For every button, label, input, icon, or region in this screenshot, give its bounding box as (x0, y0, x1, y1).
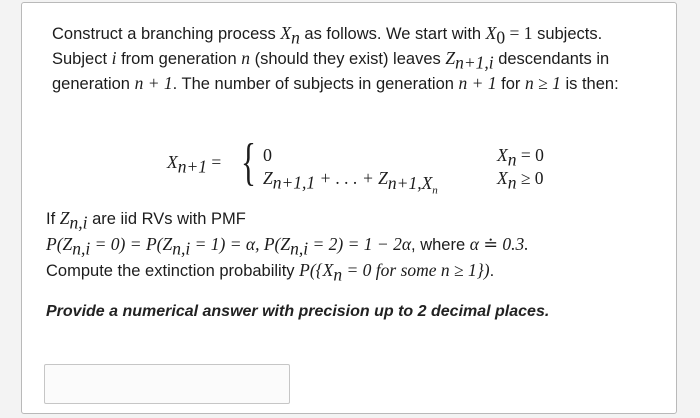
intro-text: is then: (560, 75, 619, 93)
condition-value: ≥ 0 (516, 168, 544, 188)
intro-text: Subject (52, 50, 112, 68)
math-z: Z (59, 208, 70, 228)
compute-text: . (489, 262, 495, 280)
intro-text: . The number of subjects in generation (172, 75, 459, 93)
intro-text: as follows. We start with (299, 25, 486, 43)
math-n-plus-1: n + 1 (458, 73, 497, 93)
recurrence-equation: $X_{n+1}$ = { 0 $Z_{n+1,1}$ + . . . + $Z_{n+1,X_n}$ $X_n = 0$ $X_n \ge 0$ (167, 134, 544, 197)
question-intro: Construct a branching process $X_n$ as follows. We start with $X_0 = 1$ subjects. Subject i from generation n (should they exist) leaves $Z_{n+1,i}$ descendants in generation n + 1. The number of subjects in generation n + 1 for n ≥ 1 is then: (52, 23, 619, 93)
pmf-expr: = 1) = α, P(Z (190, 234, 291, 254)
intro-text: descendants in generation (52, 50, 610, 93)
intro-text: from generation (116, 50, 242, 68)
iid-text: If (46, 210, 60, 228)
iid-text: are iid RVs with PMF (87, 210, 246, 228)
intro-text: (should they exist) leaves (249, 50, 446, 68)
case-2-value: Z (263, 168, 273, 188)
intro-text: subjects. (532, 25, 603, 43)
extinction-expr: P({X (299, 260, 334, 280)
math-x0: X (485, 23, 497, 43)
pmf-expr: = 0) = P(Z (90, 234, 173, 254)
case-2-condition: X (497, 168, 508, 188)
alpha-value: α ≐ 0.3. (469, 234, 529, 254)
pmf-block: If $Z_{n,i}$ are iid RVs with PMF $P(Z_{n,i} = 0) = P(Z_{n,i} = 1) = \alpha$, $P(Z_{n,i} = 2) = 1 - 2\alpha$, where α ≐ 0.3. Compute the extinction probability $P(\{X_n = 0$ for some n ≥ 1}). (46, 208, 529, 285)
pmf-expr: P(Z (46, 234, 73, 254)
math-z: Z (445, 48, 456, 68)
eq-lhs: X (167, 152, 178, 172)
extinction-expr: = 0 for some n ≥ 1}) (342, 260, 490, 280)
case-1-value: 0 (263, 145, 272, 165)
pmf-expr: = 2) = 1 − 2α (308, 234, 412, 254)
intro-text: for (496, 75, 526, 93)
math-i: i (111, 48, 117, 68)
condition-value: = 0 (516, 145, 544, 165)
answer-input[interactable] (44, 364, 290, 404)
compute-text: Compute the extinction probability (46, 262, 300, 280)
answer-instruction: Provide a numerical answer with precision up to 2 decimal places. (46, 303, 550, 320)
where-text: , where (411, 236, 470, 254)
case-1-condition: X (497, 145, 508, 165)
intro-text: Construct a branching process (52, 25, 281, 43)
math-x0-value: = 1 (505, 23, 533, 43)
math-n: n (241, 48, 250, 68)
left-brace-icon: { (241, 134, 256, 191)
question-card (21, 2, 677, 414)
math-n-plus-1: n + 1 (134, 73, 173, 93)
eq-sign: = (207, 152, 222, 172)
math-x: X (280, 23, 292, 43)
case-2-tail: + . . . + Z (315, 168, 388, 188)
math-n-ge-1: n ≥ 1 (525, 73, 561, 93)
